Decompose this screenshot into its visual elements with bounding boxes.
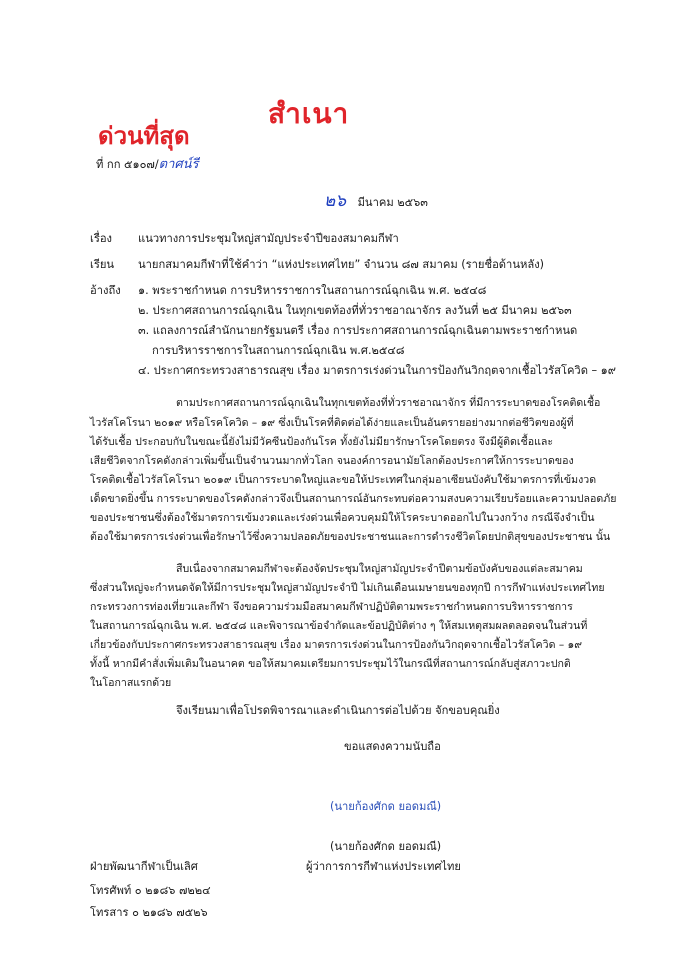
signer-title: ผู้ว่าการการกีฬาแห่งประเทศไทย	[306, 860, 461, 873]
date-month-year: มีนาคม ๒๕๖๓	[357, 196, 428, 209]
document-number	[96, 158, 199, 172]
signature-stamp: (นายก้องศักด ยอดมณี)	[330, 800, 442, 813]
reference-item-continuation: การบริหารราชการในสถานการณ์ฉุกเฉิน พ.ศ.๒๕๔๘	[152, 344, 405, 357]
document-number-prefix: ที่ กก ๕๑๐๗/	[96, 158, 159, 171]
paragraph-2-line: สืบเนื่องจากสมาคมกีฬาจะต้องจัดประชุมใหญ่สามัญประจำปีตามข้อบังคับของแต่ละสมาคม	[176, 563, 583, 575]
document-date	[324, 191, 428, 211]
recipient-label: เรียน	[90, 258, 115, 271]
document-number-handwritten: ตาศน์รี	[158, 157, 199, 172]
subject-label: เรื่อง	[90, 232, 113, 245]
paragraph-2-line: เกี่ยวข้องกับประกาศกระทรวงสาธารณสุข เรื่อง มาตรการเร่งด่วนในการป้องกันวิกฤตจากเชื้อไวรัสโควิด – ๑๙	[90, 639, 582, 651]
paragraph-2-line: กระทรวงการท่องเที่ยวและกีฬา จึงขอความร่วมมือสมาคมกีฬาปฏิบัติตามพระราชกำหนดการบริหารราชการ	[90, 601, 573, 613]
footer-phone: โทรศัพท์ ๐ ๒๑๘๖ ๗๒๒๔	[90, 884, 211, 897]
paragraph-1-line: โรคติดเชื้อไวรัสโคโรนา ๒๐๑๙ เป็นการระบาดใหญ่และขอให้ประเทศในกลุ่มอาเซียนบังคับใช้มาตรการที่เข้มงวด	[90, 474, 597, 486]
reference-item: ๔. ประกาศกระทรวงสาธารณสุข เรื่อง มาตรการเร่งด่วนในการป้องกันวิกฤตจากเชื้อไวรัสโควิด – ๑๙	[138, 364, 616, 377]
subject-text: แนวทางการประชุมใหญ่สามัญประจำปีของสมาคมกีฬา	[138, 232, 399, 245]
paragraph-1-line: ของประชาชนซึ่งต้องใช้มาตรการเข้มงวดและเร่งด่วนเพื่อควบคุมมิให้โรคระบาดออกไปในวงกว้าง กรณีจึงจำเป็น	[90, 512, 595, 524]
paragraph-2-line: ซึ่งส่วนใหญ่จะกำหนดจัดให้มีการประชุมใหญ่สามัญประจำปี ไม่เกินเดือนเมษายนของทุกปี การกีฬาแห่งประเทศไทย	[90, 582, 605, 594]
footer-department: ฝ่ายพัฒนากีฬาเป็นเลิศ	[90, 860, 198, 873]
urgent-stamp: ด่วนที่สุด	[98, 121, 190, 150]
copy-stamp: สำเนา	[268, 97, 350, 130]
paragraph-1-line: ต้องใช้มาตรการเร่งด่วนเพื่อรักษาไว้ซึ่งความปลอดภัยของประชาชนและการดำรงชีวิตโดยปกติสุขของประชาชน นั้น	[90, 531, 611, 543]
recipient-text: นายกสมาคมกีฬาที่ใช้คำว่า “แห่งประเทศไทย” จำนวน ๘๗ สมาคม (รายชื่อด้านหลัง)	[138, 258, 545, 271]
recipient-line	[90, 258, 544, 272]
reference-item: ๑. พระราชกำหนด การบริหารราชการในสถานการณ์ฉุกเฉิน พ.ศ. ๒๕๔๘	[138, 284, 487, 297]
paragraph-2-line: ในสถานการณ์ฉุกเฉิน พ.ศ. ๒๕๔๘ และพิจารณาข้อจำกัดและข้อปฏิบัติต่าง ๆ ให้สมเหตุสมผลตลอดจนในส่วนที่	[90, 620, 588, 632]
closing-request: จึงเรียนมาเพื่อโปรดพิจารณาและดำเนินการต่อไปด้วย จักขอบคุณยิ่ง	[176, 704, 500, 717]
closing-salutation: ขอแสดงความนับถือ	[344, 740, 441, 753]
reference-item: ๒. ประกาศสถานการณ์ฉุกเฉิน ในทุกเขตท้องที่ทั่วราชอาณาจักร ลงวันที่ ๒๕ มีนาคม ๒๕๖๓	[138, 304, 572, 317]
paragraph-1-line: ตามประกาศสถานการณ์ฉุกเฉินในทุกเขตท้องที่ทั่วราชอาณาจักร ที่มีการระบาดของโรคติดเชื้อ	[176, 397, 601, 409]
signer-name: (นายก้องศักด ยอดมณี)	[330, 840, 442, 853]
paragraph-2-line: ในโอกาสแรกด้วย	[90, 677, 172, 689]
references-label: อ้างถึง	[90, 284, 121, 297]
paragraph-1-line: ได้รับเชื้อ ประกอบกับในขณะนี้ยังไม่มีวัคซีนป้องกันโรค ทั้งยังไม่มียารักษาโรคโดยตรง จึงมีผู้ติดเชื้อและ	[90, 436, 554, 448]
paragraph-2-line: ทั้งนี้ หากมีคำสั่งเพิ่มเติมในอนาคต ขอให้สมาคมเตรียมการประชุมไว้ในกรณีที่สถานการณ์กลับสู่สภาวะปกติ	[90, 658, 571, 670]
subject-line	[90, 232, 399, 246]
paragraph-1-line: ไวรัสโคโรนา ๒๐๑๙ หรือโรคโควิด – ๑๙ ซึ่งเป็นโรคที่ติดต่อได้ง่ายและเป็นอันตรายอย่างมากต่อชีวิตของผู้ที่	[90, 417, 574, 429]
date-day-handwritten: ๒๖	[324, 191, 346, 211]
footer-fax: โทรสาร ๐ ๒๑๘๖ ๗๕๒๖	[90, 906, 208, 919]
paragraph-1-line: เด็ดขาดยิ่งขึ้น การระบาดของโรคดังกล่าวจึงเป็นสถานการณ์อันกระทบต่อความสงบความเรียบร้อยและความปลอดภัย	[90, 493, 617, 505]
reference-item: ๓. แถลงการณ์สำนักนายกรัฐมนตรี เรื่อง การประกาศสถานการณ์ฉุกเฉินตามพระราชกำหนด	[138, 324, 578, 337]
paragraph-1-line: เสียชีวิตจากโรคดังกล่าวเพิ่มขึ้นเป็นจำนวนมากทั่วโลก จนองค์การอนามัยโลกต้องประกาศให้การระบาดของ	[90, 455, 574, 467]
